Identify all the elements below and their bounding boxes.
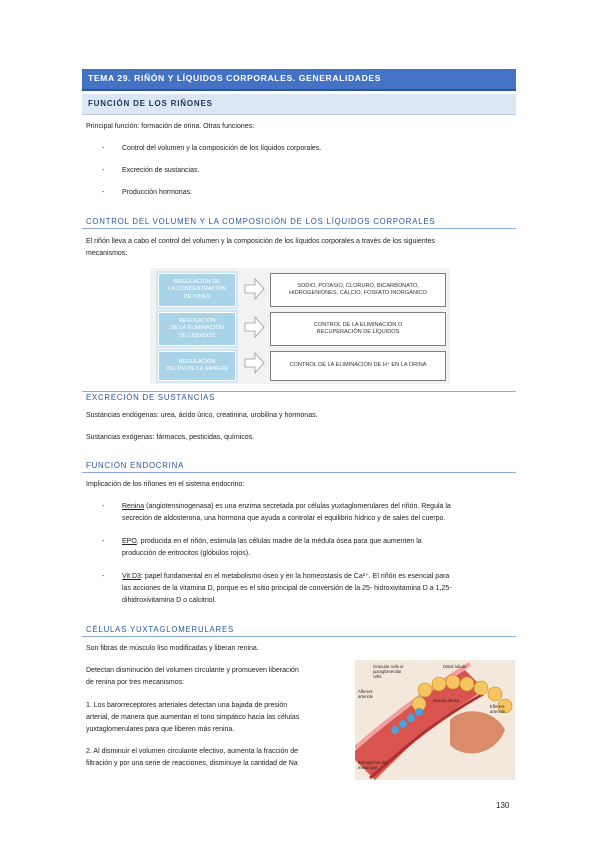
term-epo: EPO (122, 538, 137, 545)
list-item: Renina (angiotensinogenasa) es una enzima secretada por células yuxtaglomerulares del riñón. Regula la (122, 503, 451, 510)
paragraph: yuxtaglomerulares para que liberen más renina. (86, 726, 235, 733)
paragraph: 1. Los barorreceptores arteriales detectan una bajada de presión (86, 702, 288, 709)
diagram-right-box: CONTROL DE LA ELIMINACIÓN O RECUPERACIÓN DE LÍQUIDOS (270, 312, 446, 346)
svg-text:Efferent: Efferent (490, 704, 505, 709)
svg-text:Extraglomerular: Extraglomerular (358, 760, 388, 765)
list-item: Excreción de sustancias. (122, 167, 200, 174)
term-renina: Renina (122, 503, 145, 510)
section-heading: FUNCIÓN ENDOCRINA (86, 461, 185, 470)
section-divider (82, 391, 516, 392)
svg-text:Granular cells or: Granular cells or (373, 664, 404, 669)
diagram-left-box: REGULACIÓN DE LA CONCENTRACIÓN DE IONES (158, 273, 236, 307)
list-item: Vit D3: papel fundamental en el metabolismo óseo y en la homeostasis de Ca²⁺. El riñón es esencial para (122, 573, 450, 580)
section-divider (82, 228, 516, 229)
page-number: 130 (496, 801, 510, 810)
diagram-left-box: REGULACIÓN DE LA ELIMINACIÓN DE LÍQUIDOS (158, 312, 236, 346)
chapter-title-bar (82, 69, 516, 91)
svg-text:mesangial: mesangial (358, 765, 378, 770)
diagram-left-box: REGULACIÓN DEL PH DE LA SANGRE (158, 351, 236, 381)
paragraph: Sustancias exógenas: fármacos, pesticidas, químicos. (86, 434, 255, 441)
diagram-arrows (243, 273, 267, 381)
section-intro: Principal función: formación de orina. Otras funciones: (86, 123, 255, 130)
bullet-dash: - (102, 145, 105, 152)
bullet-dash: - (102, 167, 105, 174)
paragraph: Son fibras de músculo liso modificadas y liberan renina. (86, 645, 259, 652)
arrow-right-icon (245, 317, 264, 337)
diagram-right-box: CONTROL DE LA ELIMINACIÓN DE H⁺ EN LA ORINA (270, 351, 446, 381)
list-item-line: las acciones de la vitamina D, porque es el sitio principal de conversión de la 25- hidroxivitamina D a 1,25- (122, 585, 452, 592)
svg-text:arteriole: arteriole (358, 694, 374, 699)
paragraph: 2. Al disminuir el volumen circulante efectivo, aumenta la fracción de (86, 748, 299, 755)
paragraph: Sustancias endógenas: urea, ácido úrico, creatinina, urobilina y hormonas. (86, 412, 318, 419)
svg-text:arteriole: arteriole (490, 709, 506, 714)
bullet-dash: - (102, 503, 105, 510)
paragraph: filtración y por una serie de reacciones, disminuye la cantidad de Na (86, 760, 298, 767)
section-heading: CONTROL DEL VOLUMEN Y LA COMPOSICIÓN DE LOS LÍQUIDOS CORPORALES (86, 217, 436, 226)
list-item-line: dihidroxivitamina D o calcitriol. (122, 597, 217, 604)
svg-text:Afferent: Afferent (358, 689, 373, 694)
list-item-line: secreción de aldosterona, una hormona que ayuda a controlar el equilibrio hídrico y de sales del cuerpo. (122, 515, 446, 522)
paragraph: arterial, de manera que aumentan el tono simpático hacia las células (86, 714, 300, 721)
list-item: EPO, producida en el riñón, estimula las células madre de la médula ósea para que aumenten la (122, 538, 422, 545)
list-item: Control del volumen y la composición de los líquidos corporales. (122, 145, 322, 152)
section-intro: mecanismos: (86, 250, 128, 257)
arrow-right-icon (245, 279, 264, 299)
diagram-right-box: SODIO, POTASIO, CLORURO, BICARBONATO, HIDROGENIONES, CALCIO, FOSFATO INORGÁNICO (270, 273, 446, 307)
section-heading: CÉLULAS YUXTAGLOMERULARES (86, 625, 234, 634)
list-item: Producción hormonas. (122, 189, 193, 196)
section-heading: FUNCIÓN DE LOS RIÑONES (88, 99, 213, 108)
section-intro: El riñón lleva a cabo el control del volumen y la composición de los líquidos corporales a través de los siguientes (86, 238, 436, 245)
juxtaglomerular-illustration (355, 660, 515, 780)
bullet-dash: - (102, 538, 105, 545)
bullet-dash: - (102, 189, 105, 196)
section-heading: EXCRECIÓN DE SUSTANCIAS (86, 393, 216, 402)
section-divider (82, 636, 516, 637)
section-intro: Implicación de los riñones en el sistema endocrino: (86, 481, 245, 488)
svg-text:Macula densa: Macula densa (433, 698, 460, 703)
term-vitd3: Vit D3 (122, 573, 141, 580)
paragraph: Detectan disminución del volumen circulante y promueven liberación (86, 667, 299, 674)
section-kidney-function-header (82, 94, 516, 115)
list-item-line: producción de eritrocitos (glóbulos rojos). (122, 550, 251, 557)
arrow-right-icon (245, 353, 264, 373)
svg-text:juxtaglomerular: juxtaglomerular (373, 669, 402, 674)
bullet-dash: - (102, 573, 105, 580)
svg-text:cells: cells (373, 674, 382, 679)
section-divider (82, 472, 516, 473)
svg-text:Distal tubule: Distal tubule (443, 664, 467, 669)
chapter-title: TEMA 29. RIÑÓN Y LÍQUIDOS CORPORALES. GENERALIDADES (88, 73, 382, 83)
paragraph: de renina por tres mecanismos: (86, 679, 185, 686)
